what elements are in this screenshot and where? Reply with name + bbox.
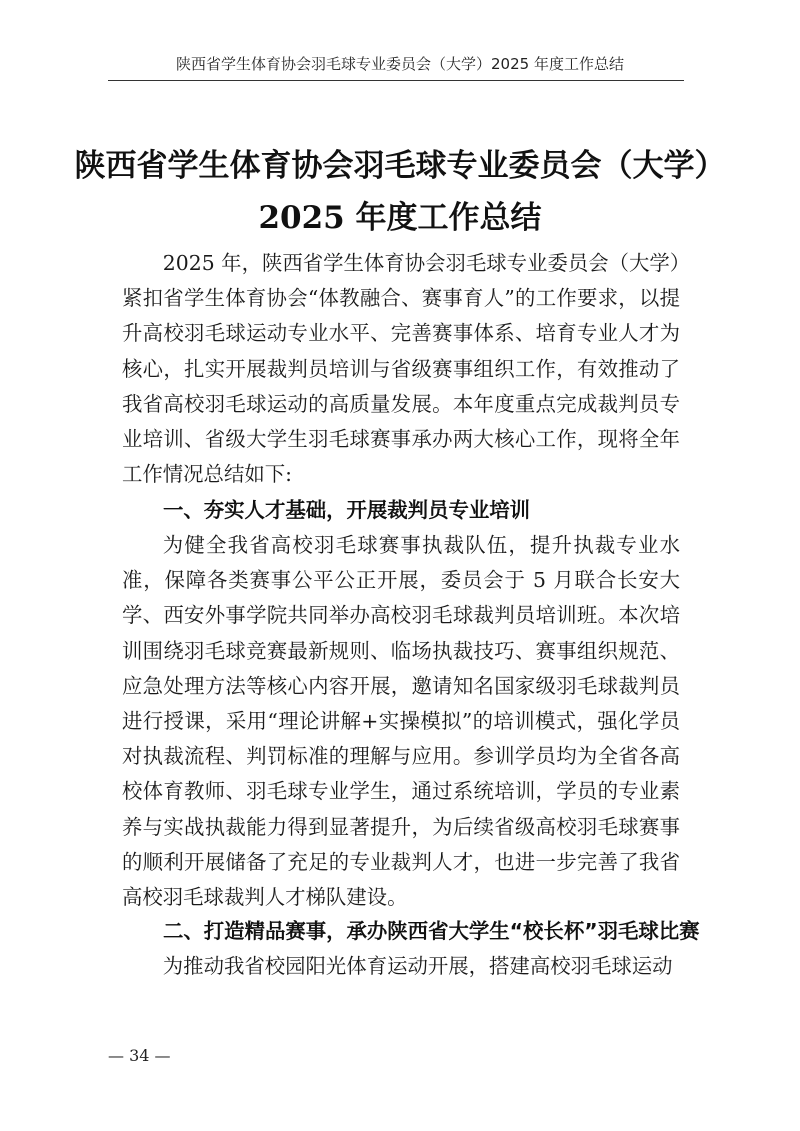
running-header: 陕西省学生体育协会羽毛球专业委员会（大学）2025 年度工作总结 xyxy=(176,55,624,73)
page-number: — 34 — xyxy=(108,1046,171,1065)
intro-paragraph: 2025 年，陕西省学生体育协会羽毛球专业委员会（大学）紧扣省学生体育协会“体教融合、赛事育人”的工作要求，以提升高校羽毛球运动专业水平、完善赛事体系、培育专业人才为核心，扎实开展裁判员培训与省级赛事组织工作，有效推动了我省高校羽毛球运动的高质量发展。本年度重点完成裁判员专业培训、省级大学生羽毛球赛事承办两大核心工作，现将全年工作情况总结如下: xyxy=(122,251,680,487)
document-title-line-2: 2025 年度工作总结 xyxy=(258,200,542,236)
section-heading-1: 一、夯实人才基础，开展裁判员专业培训 xyxy=(163,498,531,522)
section-2-paragraph: 为推动我省校园阳光体育运动开展，搭建高校羽毛球运动 xyxy=(162,954,673,978)
section-heading-2: 二、打造精品赛事，承办陕西省大学生“校长杯”羽毛球比赛 xyxy=(163,919,700,943)
header-rule xyxy=(108,80,684,81)
document-title-line-1: 陕西省学生体育协会羽毛球专业委员会（大学） xyxy=(74,148,726,184)
section-1-paragraph: 为健全我省高校羽毛球赛事执裁队伍，提升执裁专业水准，保障各类赛事公平公正开展，委员会于 5 月联合长安大学、西安外事学院共同举办高校羽毛球裁判员培训班。本次培训围绕羽毛球竞赛最新规则、临场执裁技巧、赛事组织规范、应急处理方法等核心内容开展，邀请知名国家级羽毛球裁判员进行授课，采用“理论讲解+实操模拟”的培训模式，强化学员对执裁流程、判罚标准的理解与应用。参训学员均为全省各高校体育教师、羽毛球专业学生，通过系统培训，学员的专业素养与实战执裁能力得到显著提升，为后续省级高校羽毛球赛事的顺利开展储备了充足的专业裁判人才，也进一步完善了我省高校羽毛球裁判人才梯队建设。 xyxy=(122,533,680,910)
